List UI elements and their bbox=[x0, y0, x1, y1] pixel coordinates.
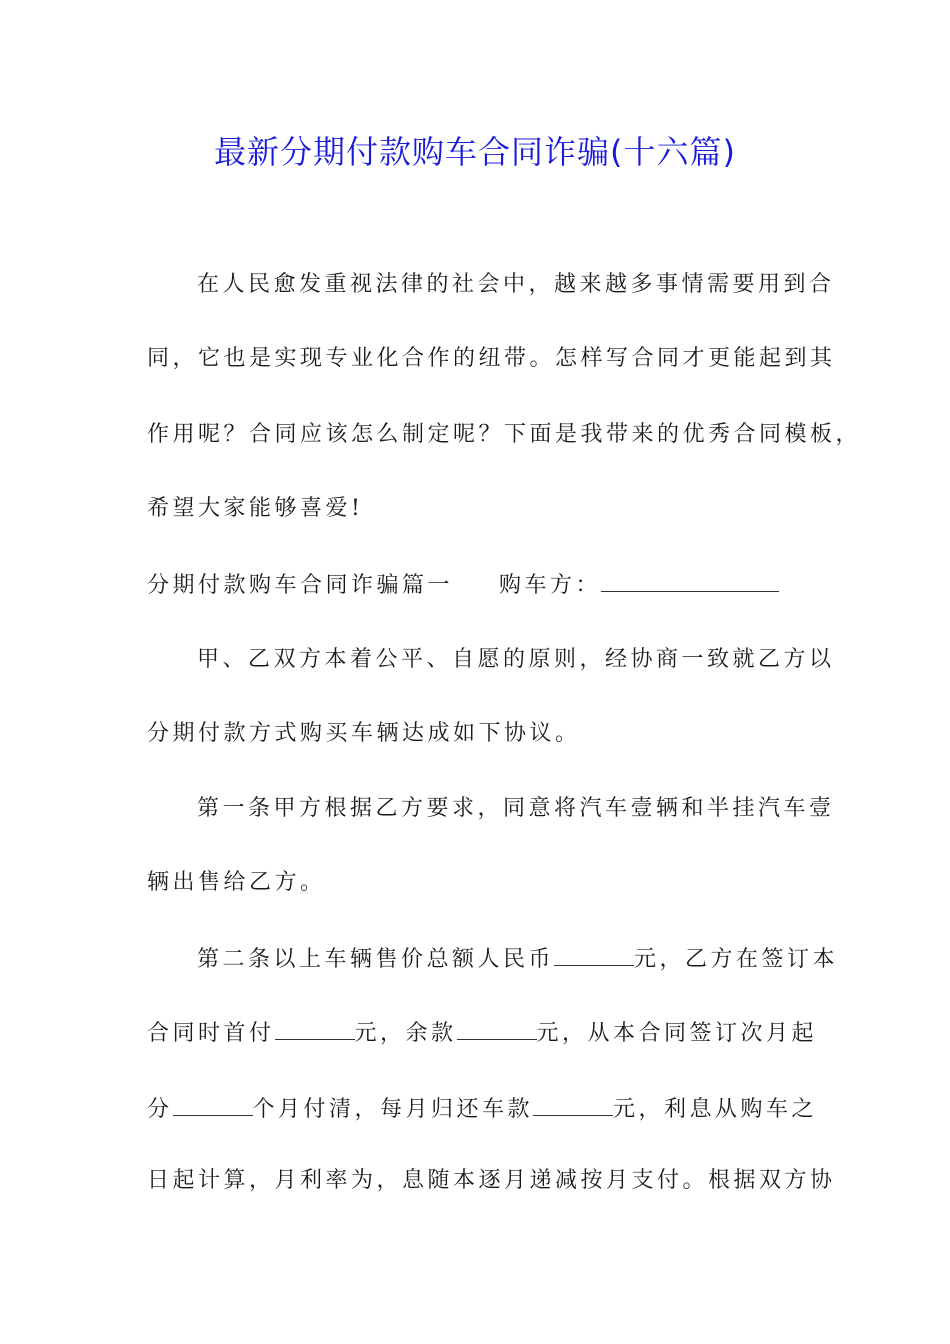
buyer-blank bbox=[601, 569, 779, 592]
balance-blank bbox=[457, 1017, 537, 1040]
p3-text: 合同时首付 bbox=[147, 1021, 275, 1046]
total-price-blank bbox=[554, 943, 634, 966]
p1-line-1: 甲、乙双方本着公平、自愿的原则，经协商一致就乙方以 bbox=[197, 647, 835, 672]
p3-text: 元，余款 bbox=[354, 1021, 457, 1046]
p3-line-1 bbox=[197, 943, 839, 975]
p3-text: 分 bbox=[147, 1097, 173, 1122]
months-blank bbox=[173, 1093, 253, 1116]
section-heading-row bbox=[147, 569, 812, 601]
p3-line-2 bbox=[147, 1017, 818, 1049]
down-payment-blank bbox=[275, 1017, 355, 1040]
p3-text: 个月付清，每月归还车款 bbox=[252, 1097, 534, 1122]
p3-text: 元，从本合同签订次月起 bbox=[536, 1021, 818, 1046]
intro-line-4: 希望大家能够喜爱! bbox=[147, 496, 364, 521]
document-title: 最新分期付款购车合同诈骗(十六篇) bbox=[214, 133, 736, 171]
p1-line-2: 分期付款方式购买车辆达成如下协议。 bbox=[147, 721, 581, 746]
p2-line-1: 第一条甲方根据乙方要求，同意将汽车壹辆和半挂汽车壹 bbox=[197, 796, 835, 821]
intro-line-1: 在人民愈发重视法律的社会中，越来越多事情需要用到合 bbox=[197, 272, 835, 297]
monthly-payment-blank bbox=[533, 1093, 613, 1116]
p3-line-3 bbox=[147, 1093, 818, 1125]
p3-line-4: 日起计算，月利率为，息随本逐月递减按月支付。根据双方协 bbox=[147, 1168, 836, 1193]
section-heading: 分期付款购车合同诈骗篇一 bbox=[147, 573, 454, 598]
intro-line-2: 同，它也是实现专业化合作的纽带。怎样写合同才更能起到其 bbox=[147, 346, 836, 371]
buyer-label: 购车方： bbox=[499, 573, 602, 598]
intro-line-3: 作用呢？合同应该怎么制定呢？下面是我带来的优秀合同模板， bbox=[147, 422, 862, 447]
p3-text: 元，利息从购车之 bbox=[613, 1097, 818, 1122]
p2-line-2: 辆出售给乙方。 bbox=[147, 870, 326, 895]
p3-text: 第二条以上车辆售价总额人民币 bbox=[197, 947, 555, 972]
p3-text: 元，乙方在签订本 bbox=[634, 947, 839, 972]
